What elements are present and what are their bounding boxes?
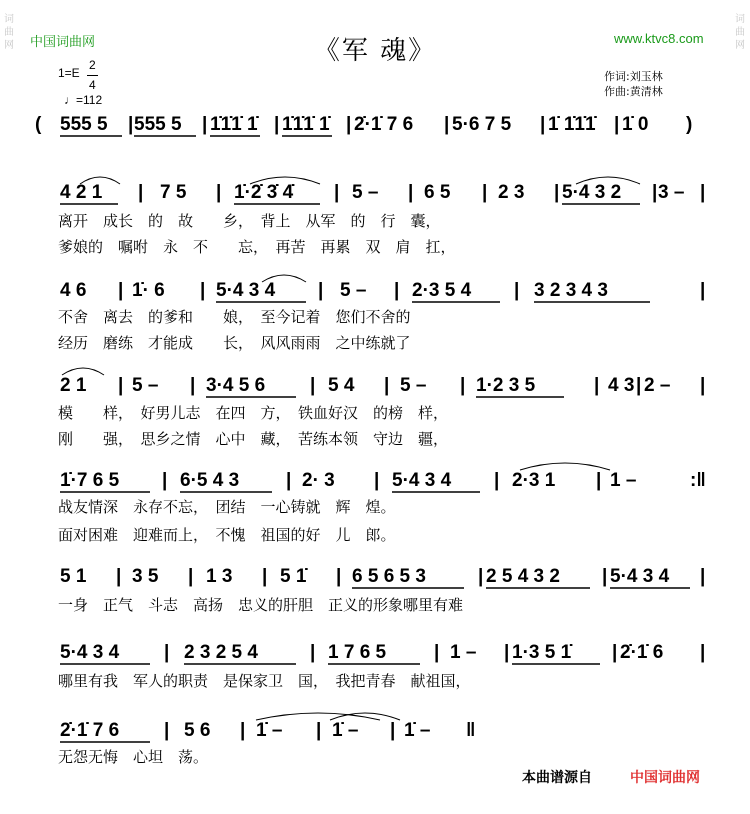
bar-line: | [614, 114, 620, 135]
watermark-char: 曲 [735, 27, 745, 38]
notes: 2·3 1 [512, 470, 556, 491]
bar-line: | [310, 642, 316, 663]
notes: 1̇· 6 [132, 280, 165, 301]
lyric-line: 模 样， 好男儿志 在四 方， 铁血好汉 的榜 样， [58, 404, 449, 422]
lyric-line: 不舍 离去 的爹和 娘， 至今记着 您们不舍的 [58, 308, 411, 326]
bar-line: :‖ [690, 470, 706, 491]
notes: 1·3 5 1̇ [512, 642, 572, 663]
time-signature-top: 2 [89, 58, 96, 72]
notes: 1̇1̇1̇ 1̇ [210, 114, 258, 135]
notes: 1̇ 1̇1̇1̇ [548, 114, 596, 135]
bar-line: | [612, 642, 618, 663]
site-url-right[interactable]: www.ktvc8.com [614, 31, 704, 46]
notes: 2̇·1̇ 7 6 [354, 114, 414, 135]
bar-line: | [700, 566, 706, 587]
song-title: 《军 魂》 [313, 36, 437, 66]
notes: 5·4 3 2 [562, 182, 622, 203]
notes: 555 5 [60, 114, 108, 135]
bar-line: | [554, 182, 560, 203]
notes: 3 2 3 4 3 [534, 280, 608, 301]
tempo-value: =112 [76, 93, 103, 107]
bar-line: ‖ [466, 720, 476, 741]
notes: 5 – [352, 182, 379, 203]
bar-line: | [164, 720, 170, 741]
bar-line: | [594, 375, 600, 396]
notes: 5 – [400, 375, 427, 396]
bar-line: | [318, 280, 324, 301]
bar-line: | [390, 720, 396, 741]
notes: ( [35, 114, 42, 135]
lyric-line: 面对困难 迎难而上， 不愧 祖国的好 儿 郎。 [58, 526, 396, 544]
bar-line: | [286, 470, 292, 491]
time-signature-bottom: 4 [89, 78, 96, 92]
notes: 4 3 [608, 375, 635, 396]
lyric-line: 离开 成长 的 故 乡， 背上 从军 的 行 囊， [58, 212, 441, 230]
watermark-char: 网 [735, 40, 745, 51]
watermark-char: 词 [735, 14, 745, 25]
lyricist-credit: 作词:刘玉林 [604, 70, 663, 83]
notes: 1 – [450, 642, 477, 663]
bar-line: | [336, 566, 342, 587]
bar-line: | [700, 375, 706, 396]
bar-line: | [334, 182, 340, 203]
notes: 7 5 [160, 182, 187, 203]
bar-line: | [162, 470, 168, 491]
bar-line: | [262, 566, 268, 587]
lyric-line: 刚 强， 思乡之情 心中 藏， 苦练本领 守边 疆， [58, 430, 449, 448]
watermark-char: 词 [4, 14, 14, 25]
bar-line: | [118, 280, 124, 301]
notes: 1̇ – [256, 720, 283, 741]
notes: 1 3 [206, 566, 233, 587]
bar-line: | [434, 642, 440, 663]
notes: 5·4 3 4 [60, 642, 120, 663]
notes: 1 7 6 5 [328, 642, 387, 663]
notes: 4 6 [60, 280, 87, 301]
lyric-line: 哪里有我 军人的职责 是保家卫 国， 我把青春 献祖国， [58, 672, 471, 690]
notes: 2 3 [498, 182, 525, 203]
notes: 3 – [658, 182, 685, 203]
source-site[interactable]: 中国词曲网 [630, 770, 700, 786]
notes: 2̇·1̇ 7 6 [60, 720, 120, 741]
bar-line: | [636, 375, 642, 396]
slur-arc [62, 368, 104, 375]
bar-line: | [602, 566, 608, 587]
bar-line: | [316, 720, 322, 741]
notes: 1̇1̇1̇ 1̇ [282, 114, 330, 135]
key-signature: 1=E [58, 66, 80, 80]
notes: 3·4 5 6 [206, 375, 266, 396]
notes: 555 5 [134, 114, 182, 135]
bar-line: | [408, 182, 414, 203]
notes: 2· 3 [302, 470, 335, 491]
notes: 5·6 7 5 [452, 114, 512, 135]
notes: 1̇ 0 [622, 114, 649, 135]
notes: 1·2 3 5 [476, 375, 536, 396]
notes: 5 6 [184, 720, 211, 741]
notes: 1̇·7 6 5 [60, 470, 120, 491]
bar-line: | [310, 375, 316, 396]
notes: 5·4 3 4 [610, 566, 670, 587]
bar-line: | [700, 642, 706, 663]
notes: 6·5 4 3 [180, 470, 240, 491]
notes: 5 – [340, 280, 367, 301]
bar-line: | [540, 114, 546, 135]
notes: 2 5 4 3 2 [486, 566, 560, 587]
bar-line: | [482, 182, 488, 203]
bar-line: | [200, 280, 206, 301]
bar-line: | [652, 182, 658, 203]
notes: 5 1 [60, 566, 87, 587]
notes: 5·4 3 4 [392, 470, 452, 491]
bar-line: | [494, 470, 500, 491]
watermark-char: 曲 [4, 27, 14, 38]
bar-line: | [444, 114, 450, 135]
watermark-char: 网 [4, 40, 14, 51]
notes: 1̇ – [404, 720, 431, 741]
bar-line: | [190, 375, 196, 396]
quarter-note-icon: ♩ [64, 93, 76, 107]
bar-line: | [118, 375, 124, 396]
bar-line: | [128, 114, 134, 135]
slur-arc [520, 463, 610, 470]
bar-line: | [596, 470, 602, 491]
bar-line: | [504, 642, 510, 663]
notes: ) [686, 114, 693, 135]
notes: 2 3 2 5 4 [184, 642, 258, 663]
bar-line: | [514, 280, 520, 301]
bar-line: | [202, 114, 208, 135]
bar-line: | [374, 470, 380, 491]
bar-line: | [274, 114, 280, 135]
notes: 3 5 [132, 566, 159, 587]
lyric-line: 经历 磨练 才能成 长， 风风雨雨 之中练就了 [58, 334, 411, 352]
composer-credit: 作曲:黄清林 [604, 85, 663, 98]
bar-line: | [700, 280, 706, 301]
bar-line: | [116, 566, 122, 587]
bar-line: | [188, 566, 194, 587]
site-name-left: 中国词曲网 [30, 35, 96, 50]
notes: 2̇·1̇ 6 [620, 642, 664, 663]
notes: 6 5 6 5 3 [352, 566, 426, 587]
notes: 5·4 3 4 [216, 280, 276, 301]
notes: 6 5 [424, 182, 451, 203]
source-note: 本曲谱源自 [522, 770, 592, 786]
notes: 1 – [610, 470, 637, 491]
notes: 1̇ – [332, 720, 359, 741]
bar-line: | [216, 182, 222, 203]
bar-line: | [460, 375, 466, 396]
notes: 5 1̇ [280, 566, 307, 587]
bar-line: | [384, 375, 390, 396]
lyric-line: 爹娘的 嘱咐 永 不 忘， 再苦 再累 双 肩 扛， [58, 238, 456, 256]
notes: 5 4 [328, 375, 355, 396]
bar-line: | [240, 720, 246, 741]
lyric-line: 无怨无悔 心坦 荡。 [58, 748, 209, 766]
notes: 2·3 5 4 [412, 280, 472, 301]
notes: 2 – [644, 375, 671, 396]
notes: 2 1 [60, 375, 87, 396]
lyric-line: 一身 正气 斗志 高扬 忠义的肝胆 正义的形象哪里有难 [58, 596, 464, 614]
bar-line: | [700, 182, 706, 203]
notes: 4 2 1 [60, 182, 103, 203]
notes: 1̇·2̇ 3̇ 4̇ [234, 182, 294, 203]
bar-line: | [394, 280, 400, 301]
lyric-line: 战友情深 永存不忘， 团结 一心铸就 辉 煌。 [58, 498, 396, 516]
bar-line: | [478, 566, 484, 587]
bar-line: | [346, 114, 352, 135]
bar-line: | [164, 642, 170, 663]
bar-line: | [138, 182, 144, 203]
notes: 5 – [132, 375, 159, 396]
slur-arc [256, 713, 380, 720]
